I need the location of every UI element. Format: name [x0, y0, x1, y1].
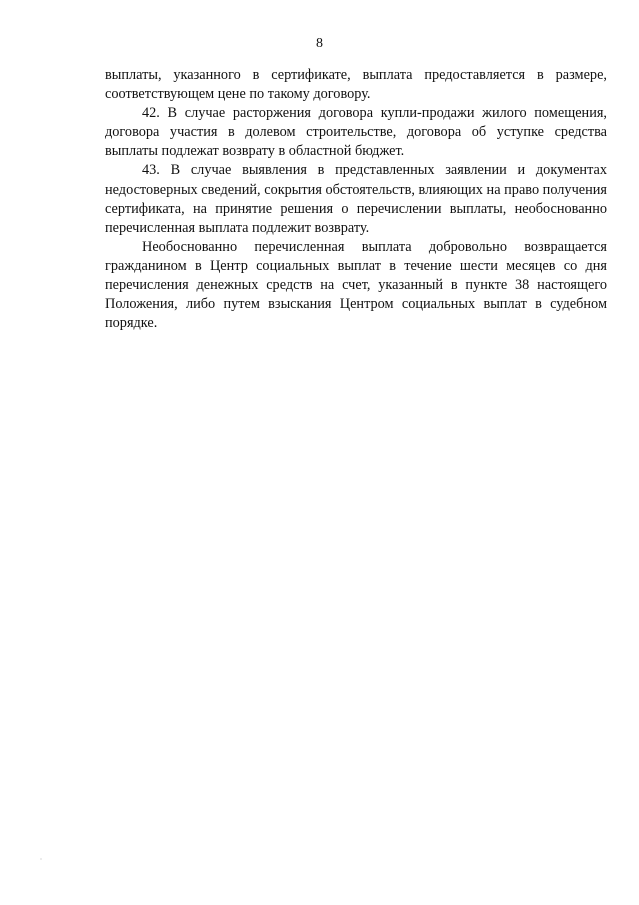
document-body [105, 66, 607, 333]
paragraph-refund: Необоснованно перечисленная выплата добровольно возвращается гражданином в Центр социальных выплат в течение шести месяцев со дня перечисления денежных средств на счет, указанный в пункте 38 настоящего Положения, либо путем взыскания Центром социальных выплат в судебном порядке. [105, 238, 607, 332]
paragraph-43: 43. В случае выявления в представленных заявлении и документах недостоверных сведений, сокрытия обстоятельств, влияющих на право получения сертификата, на принятие решения о перечислении выплаты, необоснованно перечисленная выплата подлежит возврату. [105, 162, 607, 236]
paragraph-continuation: выплаты, указанного в сертификате, выплата предоставляется в размере, соответствующем цене по такому договору. [105, 67, 607, 103]
paragraph-42: 42. В случае расторжения договора купли-продажи жилого помещения, договора участия в долевом строительстве, договора об уступке средства выплаты подлежат возврату в областной бюджет. [105, 105, 607, 160]
page-number: 8 [316, 36, 323, 51]
scan-speck [40, 858, 42, 860]
